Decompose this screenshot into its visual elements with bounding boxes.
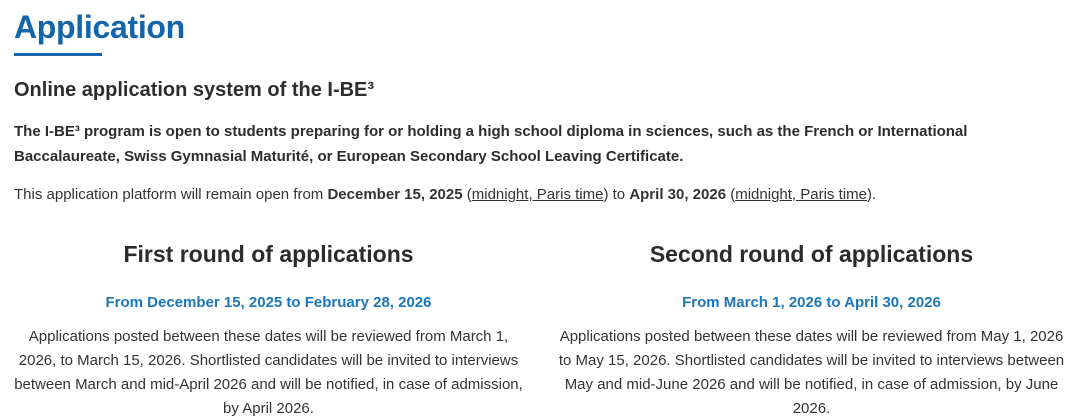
close-paren-2: ). (866, 186, 877, 203)
first-round-date-range: From December 15, 2025 to February 28, 2026 (105, 294, 432, 311)
open-end-date: April 30, 2026 (629, 186, 727, 203)
page-title: Application (14, 9, 185, 45)
program-intro-text: The I-BE³ program is open to students preparing for or holding a high school diploma in sciences, such as the French or International Baccalaureate, Swiss Gymnasial Maturité, or European Secondary School Leaving Certificate. (14, 123, 968, 165)
close-paren: ) to (603, 186, 630, 203)
first-round-heading: First round of applications (123, 241, 414, 267)
paris-time-link[interactable]: midnight, Paris time (471, 186, 604, 203)
open-paren: ( (462, 186, 472, 203)
second-round-description: Applications posted between these dates will be reviewed from May 1, 2026 to May 15, 2026. Shortlisted candidates will be invited to interviews between May and mid-June 2026 and will be notified, in case of admission, by June 2026. (558, 328, 1065, 417)
first-round-column (14, 241, 523, 420)
open-start-date: December 15, 2025 (327, 186, 463, 203)
paris-time-link-2[interactable]: midnight, Paris time (735, 186, 867, 203)
second-round-date-range: From March 1, 2026 to April 30, 2026 (682, 294, 941, 311)
open-period-text (14, 185, 1066, 205)
section-subtitle: Online application system of the I-BE³ (14, 79, 375, 101)
application-rounds (14, 241, 1066, 420)
second-round-column (557, 241, 1066, 420)
title-underline-divider (14, 53, 102, 56)
open-period-prefix: This application platform will remain open from (14, 186, 328, 203)
second-round-heading: Second round of applications (649, 241, 974, 267)
first-round-description: Applications posted between these dates will be reviewed from March 1, 2026, to March 15, 2026. Shortlisted candidates will be invited to interviews between March and mid-April 2026 and will be notified, in case of admission, by April 2026. (14, 328, 523, 417)
open-paren-2: ( (726, 186, 736, 203)
